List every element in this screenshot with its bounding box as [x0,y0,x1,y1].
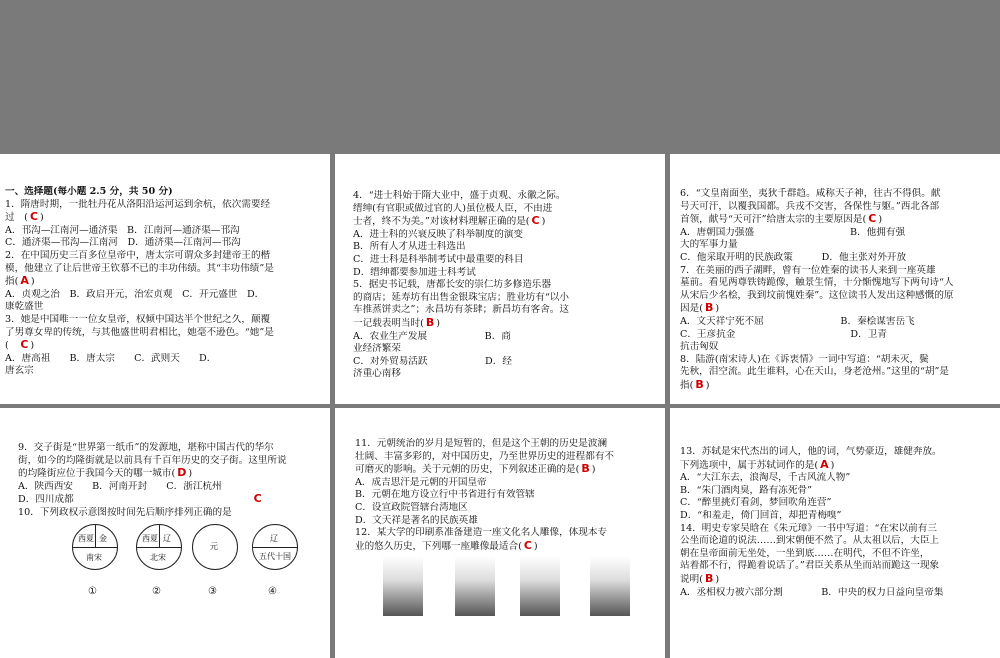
answer-q5: B [425,316,435,329]
question-text: 首领，献号“天可汗”给唐太宗的主要原因是 [680,214,863,226]
question-text: 从宋后少名桧，我到坟前愧姓秦”。这位读书人发出这种感慨的原 [680,289,954,301]
question-option: A．唐朝国力强盛 B．他拥有强 [680,226,906,238]
question-text: 的均隆街应位于我国今天的哪一城市 [18,468,172,480]
answer-q1: C [29,211,39,224]
question-option: C．他采取开明的民族政策 D．他主张对外开放 [680,251,907,263]
answer-q13: A [820,458,829,471]
diagram-circle-2 [136,524,182,570]
label-liao: 辽 [270,534,278,543]
diagram-number-1: ① [88,586,97,597]
question-text: 站着都不行，得跪着说话了。”君臣关系从坐而站而跪这一现象 [680,560,940,572]
question-option: A．唐高祖 B．唐太宗 C．武则天 D． [5,352,217,364]
slide-3: 6．“文皇南面坐，夷狄千群趋。咸称天子神，往古不得俱。献 号天可汗，以覆我国都。兵戎不交害，各保性与躯。”西北各部 首领，献号“天可汗”给唐太宗的主要原因是( C ) A．唐朝国力强盛 B．他拥有强 大的军事力量 C．他采取开明的民族政策 D．他主张对外开放 7．在美丽的西子湖畔，曾有一位姓秦的读书人来到一座英雄 墓前。看见两尊铁铸跪像，触景生情，十分惭愧地写下两句诗“人 从宋后少名桧，我到坟前愧姓秦”。这位读书人发出这种感慨的原 因是( B ) A．文天祥宁死不屈 B．秦桧谋害岳飞 C．王彦抗金 D．卫青 抗击匈奴 8．陆游(南宋诗人)在《诉衷情》一词中写道：“胡未灭，鬓 先秋，泪空流。此生谁料，心在天山，身老沧州。”这里的“胡”是 指( B ) [670,154,1000,404]
question-text: 说明 [680,573,700,585]
question-option: B．所有人才从进士科选出 [353,241,466,253]
question-option: 济重心南移 [353,368,401,380]
question-option: A．进士科的兴衰反映了科举制度的演变 [353,228,524,240]
question-13-stem: 13．苏轼是宋代杰出的词人，他的词，气势豪迈，雄健奔放。 [680,446,942,457]
label-xixia: 西夏 [78,534,94,543]
diagram-number-2: ② [152,586,161,597]
question-10-stem: 10．下列政权示意图按时间先后顺序排列正确的是 [18,506,232,518]
statue-image-a [383,556,423,616]
question-14-stem: 14．明史专家吴晗在《朱元璋》一书中写道：“在宋以前有三 [680,522,937,534]
slide-6: 13．苏轼是宋代杰出的词人，他的词，气势豪迈，雄健奔放。 下列选项中，属于苏轼词作的是( A ) A．“大江东去，浪淘尽，千古风流人物” B．“朱门酒肉臭，路有冻死骨” C．“醉里挑灯看剑，梦回吹角连营” D．“和羞走，倚门回首，却把青梅嗅” 14．明史专家吴晗在《朱元璋》一书中写道：“在宋以前有三 公坐而论道的说法……到宋朝便不然了。从太祖以后，大臣上 朝在皇帝面前无坐处，一坐到底……在明代，不但不许坐， 站着都不行，得跪着说话了。”君臣关系从坐而站而跪这一现象 说明( B ) A．丞相权力被六部分割 B．中央的权力日益向皇帝集 [670,408,1000,658]
question-option: 业经济繁荣 [353,343,401,355]
question-text: 公坐而论道的说法……到宋朝便不然了。从太祖以后，大臣上 [680,535,940,547]
question-option: D．文天祥是著名的民族英雄 [355,514,478,526]
slide-2: 4．“进士科始于隋大业中，盛于贞观、永徽之际。 缙绅(有官职或做过官的人)虽位极人臣，不由进 士者，终不为美。”对该材料理解正确的是( C ) A．进士科的兴衰反映了科举制度的演变 B．所有人才从进士科选出 C．进士科是科举制考试中最重要的科目 D．缙绅都要参加进士科考试 5．据史书记载，唐都长安的崇仁坊多修造乐器 的商店；延寿坊有出售金银珠宝店；胜业坊有“以小 车推蒸饼卖之”；永昌坊有茶肆；新昌坊有客舍。这 一记载表明当时( B ) A．农业生产发展 B．商 业经济繁荣 C．对外贸易活跃 D．经 济重心南移 [335,154,665,404]
question-text: 朝在皇帝面前无坐处，一坐到底……在明代，不但不许坐， [680,547,930,559]
diagram-number-4: ④ [268,586,277,597]
question-option: A．丞相权力被六部分割 B．中央的权力日益向皇帝集 [680,586,944,598]
diagram-circle-3 [192,524,238,570]
question-option: B．“朱门酒肉臭，路有冻死骨” [680,484,812,496]
question-text: 街，如今的均隆街就是以前具有千百年历史的交子街。这里所说 [18,454,287,466]
answer-q7: B [704,302,714,315]
question-text: 的商店；延寿坊有出售金银珠宝店；胜业坊有“以小 [353,291,569,303]
question-text: 先秋，泪空流。此生谁料，心在天山，身老沧州。”这里的“胡”是 [680,366,949,378]
question-12-stem: 12．某大学的印刷系准备建造一座文化名人雕像，体现本专 [355,527,608,539]
slide-1: 一、选择题(每小题 2.5 分，共 50 分) 1．隋唐时期，一批牡丹花从洛阳沿运河运到余杭，依次需要经 过 ( C ) A．邗沟—江南河—通济渠 B．江南河—通济渠—邗沟 C．通济渠—邗沟—江南河 D．通济渠—江南河—邗沟 2．在中国历史三百多位皇帝中，唐太宗可谓众多封建帝王的楷 模，他建立了让后世帝王钦慕不已的丰功伟绩。其“丰功伟绩”是 指( A ) A．贞观之治 B．政启开元，治宏贞观 C．开元盛世 D． 康乾盛世 3．她是中国唯一一位女皇帝，权倾中国达半个世纪之久，颠覆 了男尊女卑的传统，与其他盛世明君相比，她毫不逊色。“她”是 ( C ) A．唐高祖 B．唐太宗 C．武则天 D． 唐玄宗 [0,154,330,404]
answer-q12: C [523,539,532,552]
diagram-number-3: ③ [208,586,217,597]
answer-q8: B [695,378,704,391]
question-option: A．邗沟—江南河—通济渠 B．江南河—通济渠—邗沟 [5,224,240,236]
question-option: A．“大江东去，浪淘尽，千古风流人物” [680,472,851,484]
label-beisong: 北宋 [150,553,166,562]
question-text: 指 [5,276,15,288]
section-heading: 一、选择题(每小题 2.5 分，共 50 分) [5,186,173,197]
answer-q3: C [20,339,29,352]
question-11-stem: 11．元朝统治的岁月是短暂的，但是这个王朝的历史是波澜 [355,438,608,449]
label-xixia: 西夏 [142,534,158,543]
question-text: 车推蒸饼卖之”；永昌坊有茶肆；新昌坊有客舍。这 [353,304,569,316]
label-nansong: 南宋 [86,553,102,562]
question-text: 可磨灭的影响。关于元朝的历史，下列叙述正确的是 [355,464,576,476]
diagram-circle-4 [252,524,298,570]
question-option: B．元朝在地方设立行中书省进行有效管辖 [355,489,535,501]
regime-diagram [72,524,312,658]
paren-open: ( [5,340,9,352]
slide-4: 9．交子街是“世界第一纸币”的发源地，堪称中国古代的华尔 街，如今的均隆街就是以前具有千百年历史的交子街。这里所说 的均隆街应位于我国今天的哪一城市( D ) A．陕西西安 B．河南开封 C．浙江杭州 D．四川成都 C 10．下列政权示意图按时间先后顺序排列正确的是 西夏 金 南宋 西夏 辽 北宋 元 辽 五代十国 ① ② ③ ④ [0,408,330,658]
answer-q6: C [868,213,877,226]
question-text: 下列选项中，属于苏轼词作的是 [680,459,815,471]
paren-close: ) [30,340,35,352]
answer-q11: B [581,463,590,476]
question-1-stem: 1．隋唐时期，一批牡丹花从洛阳沿运河运到余杭，依次需要经 [5,198,271,210]
question-text: 指 [680,379,690,391]
question-option: C．设宣政院管辖台湾地区 [355,501,468,513]
question-5-stem: 5．据史书记载，唐都长安的崇仁坊多修造乐器 [353,279,551,291]
label-liao: 辽 [163,534,171,543]
question-option: D．缙绅都要参加进士科考试 [353,266,476,278]
question-2-stem: 2．在中国历史三百多位皇帝中，唐太宗可谓众多封建帝王的楷 [5,249,271,261]
question-4-stem: 4．“进士科始于隋大业中，盛于贞观、永徽之际。 [353,190,566,201]
answer-q9: D [177,467,187,480]
question-text: 壮阔、丰富多彩的，对中国历史，乃至世界历史的进程都有不 [355,450,615,462]
question-option: 唐玄宗 [5,365,34,377]
question-option: 大的军事力量 [680,239,738,251]
answer-q4: C [531,215,540,228]
question-text: 一记载表明当时 [353,317,421,329]
question-8-stem: 8．陆游(南宋诗人)在《诉衷情》一词中写道：“胡未灭，鬓 [680,353,929,365]
label-yuan: 元 [210,542,218,551]
question-option: C．王彦抗金 D．卫青 [680,328,887,340]
question-3-stem: 3．她是中国唯一一位女皇帝，权倾中国达半个世纪之久，颠覆 [5,313,271,325]
question-text: 士者，终不为美。”对该材料理解正确的是 [353,216,526,228]
answer-q2: A [20,275,29,288]
question-text: 模，他建立了让后世帝王钦慕不已的丰功伟绩。其“丰功伟绩”是 [5,262,274,274]
question-option: D．“和羞走，倚门回首，却把青梅嗅” [680,509,842,521]
question-option: C．“醉里挑灯看剑，梦回吹角连营” [680,497,832,509]
question-7-stem: 7．在美丽的西子湖畔，曾有一位姓秦的读书人来到一座英雄 [680,264,936,276]
answer-q10: C [253,493,262,506]
question-text: 墓前。看见两尊铁铸跪像，触景生情，十分惭愧地写下两句诗“人 [680,277,954,289]
question-text: 缙绅(有官职或做过官的人)虽位极人臣，不由进 [353,202,553,214]
answer-q14: B [704,572,714,585]
label-wudai: 五代十国 [259,552,291,561]
question-option: A．陕西西安 B．河南开封 C．浙江杭州 [18,480,222,492]
statue-image-c [520,556,560,616]
question-6-stem: 6．“文皇南面坐，夷狄千群趋。咸称天子神，往古不得俱。献 [680,188,941,199]
question-text: 号天可汗，以覆我国都。兵戎不交害，各保性与躯。”西北各部 [680,200,940,212]
question-option: 抗击匈奴 [680,341,719,353]
statue-image-d [590,556,630,616]
diagram-circle-1 [72,524,118,570]
question-option: 康乾盛世 [5,301,44,313]
question-option: A．农业生产发展 B．商 [353,330,511,342]
question-9-stem: 9．交子街是“世界第一纸币”的发源地，堪称中国古代的华尔 [18,442,274,453]
question-option: C．进士科是科举制考试中最重要的科目 [353,253,524,265]
label-jin: 金 [99,534,107,543]
statue-image-b [455,556,495,616]
question-text: 了男尊女卑的传统，与其他盛世明君相比，她毫不逊色。“她”是 [5,326,274,338]
question-option: A．文天祥宁死不屈 B．秦桧谋害岳飞 [680,315,915,327]
question-option: A．成吉思汗是元朝的开国皇帝 [355,476,487,488]
question-text: 过 [5,212,15,224]
question-option: C．通济渠—邗沟—江南河 D．通济渠—江南河—邗沟 [5,237,241,249]
question-text: 因是 [680,303,700,315]
question-text: 业的悠久历史，下列哪一座雕像最适合 [355,540,519,552]
question-option: D．四川成都 [18,494,74,506]
question-option: C．对外贸易活跃 D．经 [353,355,512,367]
question-option: A．贞观之治 B．政启开元，治宏贞观 C．开元盛世 D． [5,288,265,300]
slide-5: 11．元朝统治的岁月是短暂的，但是这个王朝的历史是波澜 壮阔、丰富多彩的，对中国历史，乃至世界历史的进程都有不 可磨灭的影响。关于元朝的历史，下列叙述正确的是( B ) A．成吉思汗是元朝的开国皇帝 B．元朝在地方设立行中书省进行有效管辖 C．设宣政院管辖台湾地区 D．文天祥是著名的民族英雄 12．某大学的印刷系准备建造一座文化名人雕像，体现本专 业的悠久历史，下列哪一座雕像最适合( C ) [335,408,665,658]
